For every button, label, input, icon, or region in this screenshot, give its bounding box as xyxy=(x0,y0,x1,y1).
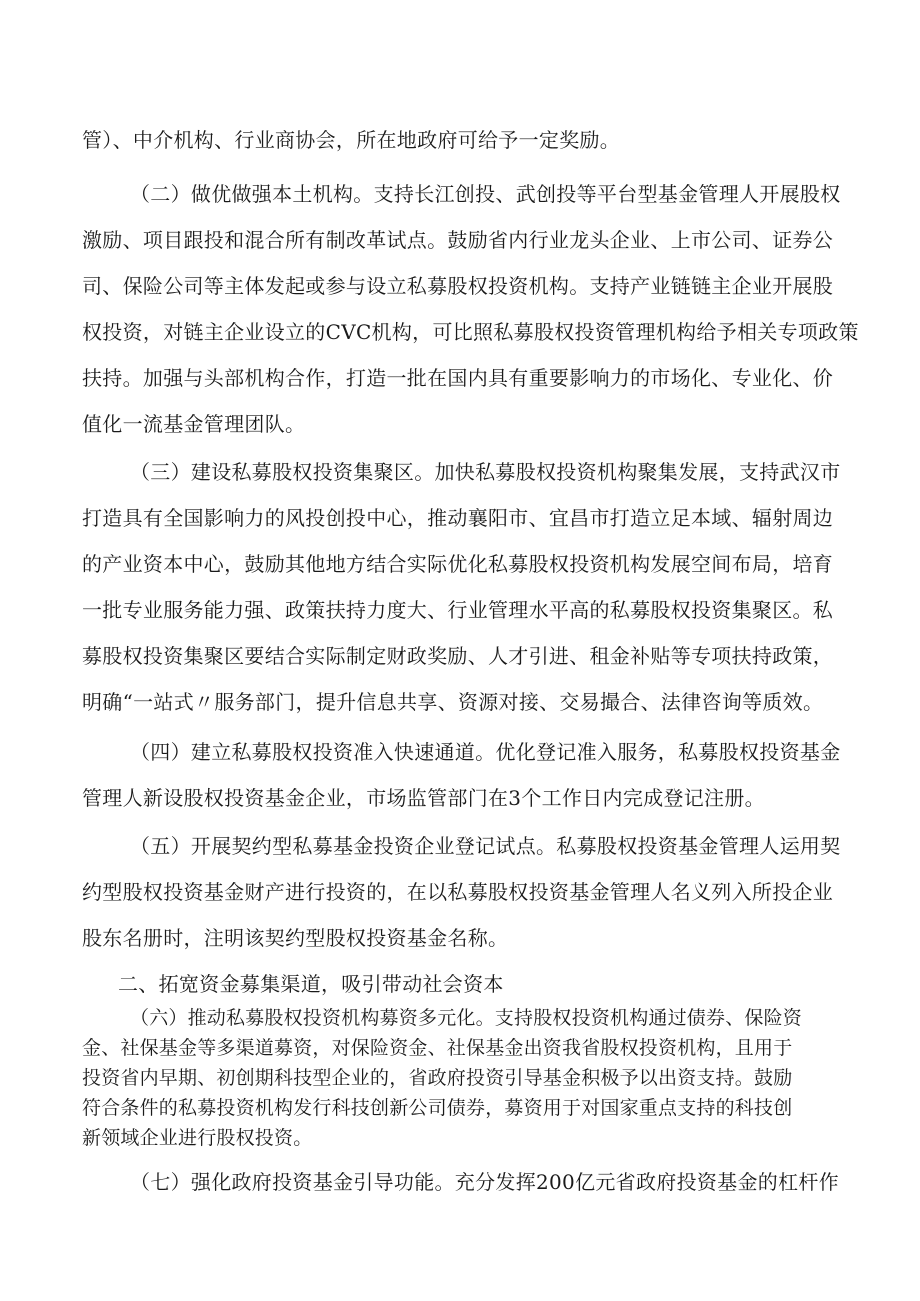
text-line: 一批专业服务能力强、政策扶持力度大、行业管理水平高的私募股权投资集聚区。私 xyxy=(82,598,834,622)
paragraph-heading-line: （六）推动私募股权投资机构募资多元化。支持股权投资机构通过债券、保险资 xyxy=(130,1007,803,1029)
text-line: 金、社保基金等多渠道募资，对保险资金、社保基金出资我省股权投资机构，且用于 xyxy=(82,1037,793,1059)
text-line: 值化一流基金管理团队。 xyxy=(82,412,306,436)
text-line: 新领域企业进行股权投资。 xyxy=(82,1127,313,1149)
text-line: 司、保险公司等主体发起或参与设立私募股权投资机构。支持产业链链主企业开展股 xyxy=(82,274,834,298)
text-line: 管理人新设股权投资基金企业，市场监管部门在3个工作日内完成登记注册。 xyxy=(82,786,765,810)
text-line: 权投资，对链主企业设立的CVC机构，可比照私募股权投资管理机构给予相关专项政策 xyxy=(82,320,859,344)
text-line: 激励、项目跟投和混合所有制改革试点。鼓励省内行业龙头企业、上市公司、证券公 xyxy=(82,228,834,252)
text-line: 扶持。加强与头部机构合作，打造一批在国内具有重要影响力的市场化、专业化、价 xyxy=(82,366,834,390)
text-line: 投资省内早期、初创期科技型企业的，省政府投资引导基金积极予以出资支持。鼓励 xyxy=(82,1067,793,1089)
section-heading: 二、拓宽资金募集渠道，吸引带动社会资本 xyxy=(118,972,504,996)
text-line: 明确“一站式〃服务部门，提升信息共享、资源对接、交易撮合、法律咨询等质效。 xyxy=(82,690,824,714)
text-line: 的产业资本中心，鼓励其他地方结合实际优化私募股权投资机构发展空间布局，培育 xyxy=(82,552,834,576)
text-line: 募股权投资集聚区要结合实际制定财政奖励、人才引进、租金补贴等专项扶持政策， xyxy=(82,644,834,668)
paragraph-heading-line: （二）做优做强本土机构。支持长江创投、武创投等平台型基金管理人开展股权 xyxy=(130,182,841,206)
text-line: 符合条件的私募投资机构发行科技创新公司债券，募资用于对国家重点支持的科技创 xyxy=(82,1097,793,1119)
text-line: 股东名册时，注明该契约型股权投资基金名称。 xyxy=(82,926,509,950)
text-line: 管）、中介机构、行业商协会，所在地政府可给予一定奖励。 xyxy=(82,128,621,152)
text-line: 约型股权投资基金财产进行投资的，在以私募股权投资基金管理人名义列入所投企业 xyxy=(82,880,834,904)
paragraph-heading-line: （三）建设私募股权投资集聚区。加快私募股权投资机构聚集发展，支持武汉市 xyxy=(130,460,841,484)
paragraph-heading-line: （七）强化政府投资基金引导功能。充分发挥200亿元省政府投资基金的杠杆作 xyxy=(130,1170,839,1194)
paragraph-heading-line: （五）开展契约型私募基金投资企业登记试点。私募股权投资基金管理人运用契 xyxy=(130,834,841,858)
text-line: 打造具有全国影响力的风投创投中心，推动襄阳市、宜昌市打造立足本域、辐射周边 xyxy=(82,506,834,530)
paragraph-heading-line: （四）建立私募股权投资准入快速通道。优化登记准入服务，私募股权投资基金 xyxy=(130,740,841,764)
